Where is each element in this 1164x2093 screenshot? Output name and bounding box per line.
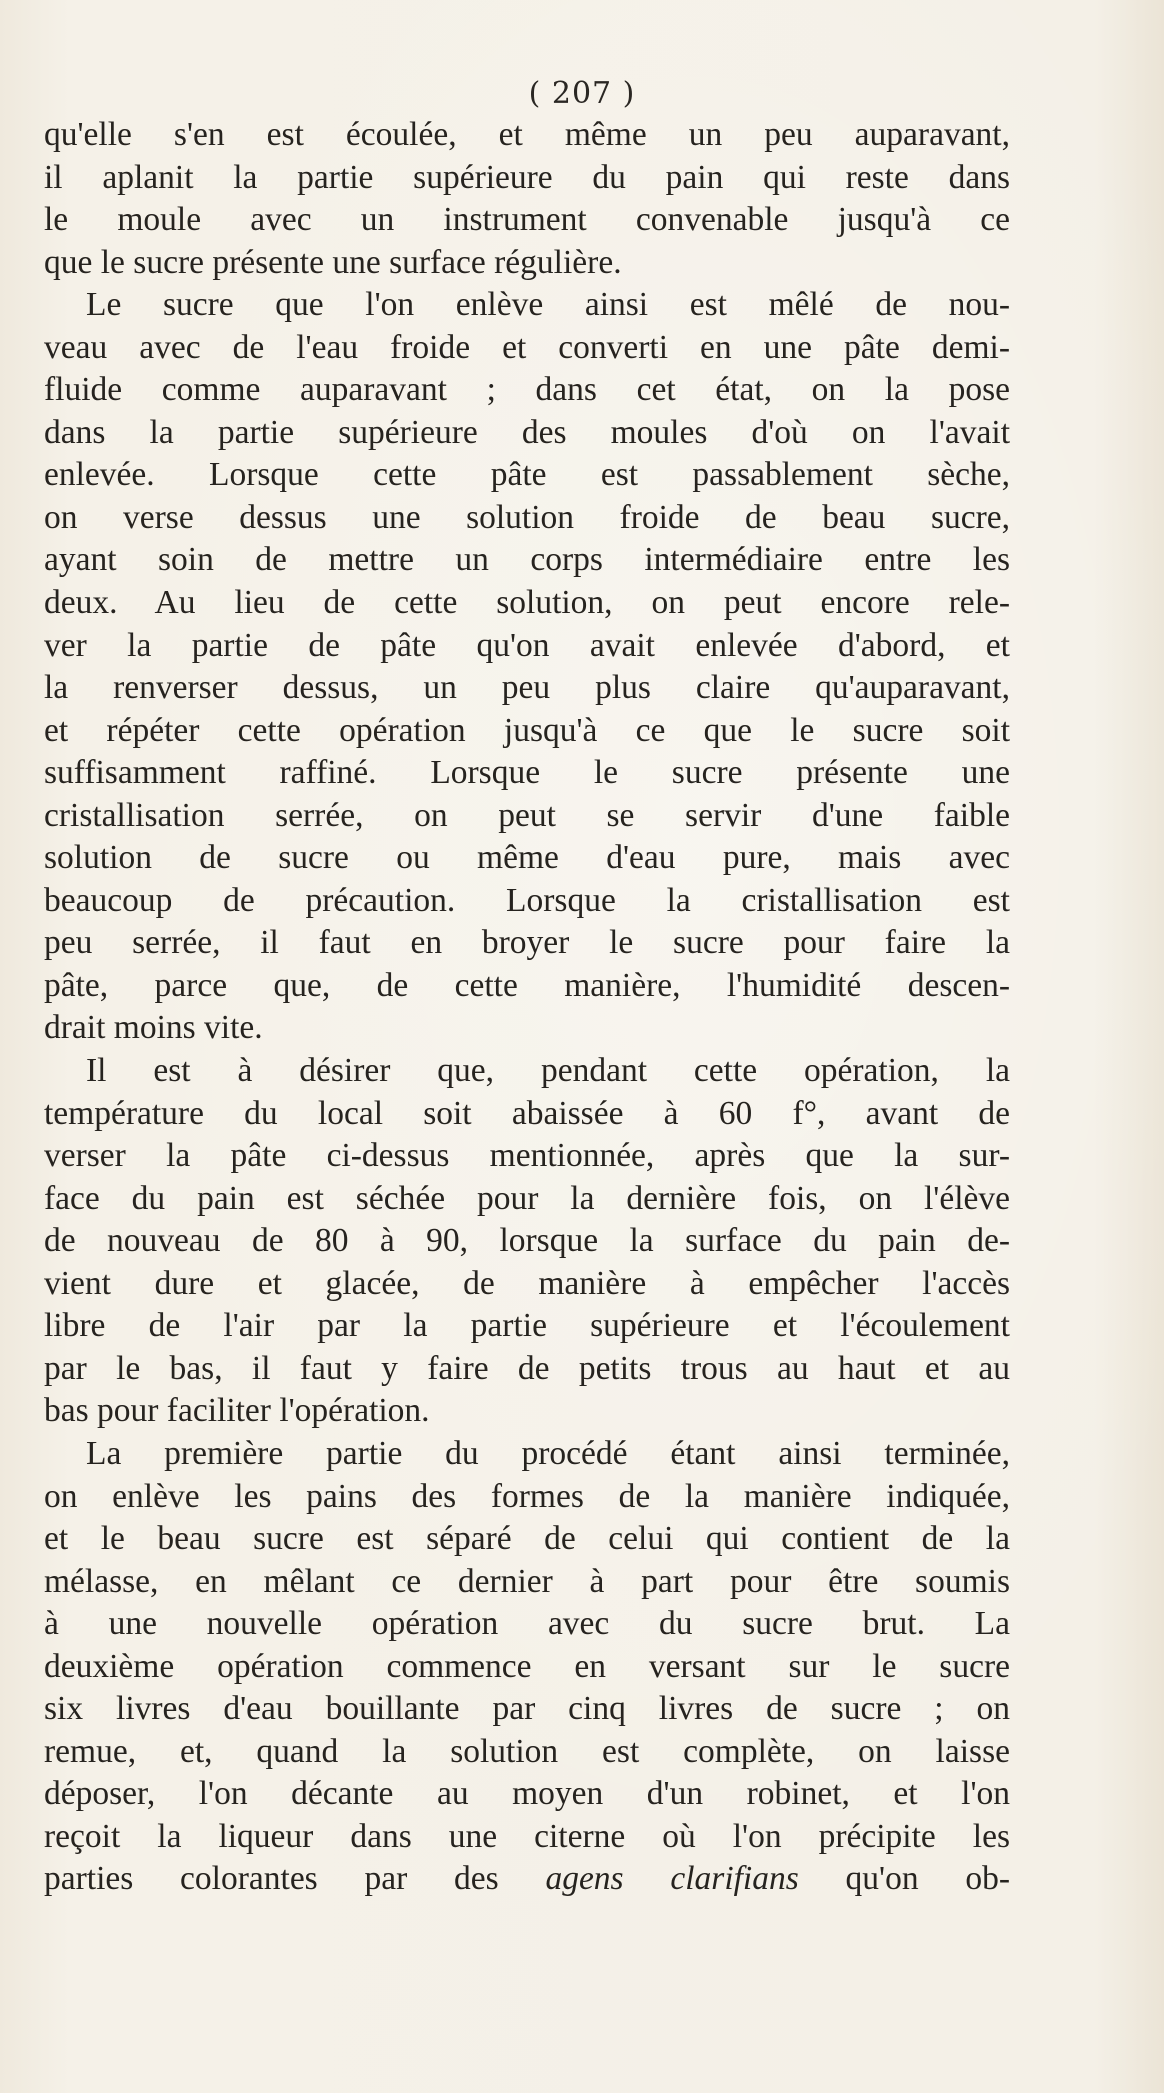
text-line: vient dure et glacée, de manière à empêcher l'accès [44, 1264, 1010, 1302]
text-line: deuxième opération commence en versant sur le sucre [44, 1647, 1010, 1685]
text-line: qu'elle s'en est écoulée, et même un peu auparavant, [44, 116, 1010, 153]
text-line: enlevée. Lorsque cette pâte est passablement sèche, [44, 456, 1010, 494]
text-line: ver la partie de pâte qu'on avait enlevée d'abord, et [44, 626, 1010, 664]
text-line: déposer, l'on décante au moyen d'un robinet, et l'on [44, 1775, 1010, 1813]
text-line: température du local soit abaissée à 60 f°, avant de [44, 1094, 1010, 1132]
text-line: reçoit la liqueur dans une citerne où l'on précipite les [44, 1817, 1010, 1855]
text-line: bas pour faciliter l'opération. [44, 1392, 430, 1430]
text-line: que le sucre présente une surface régulière. [44, 243, 622, 281]
text-line: et le beau sucre est séparé de celui qui contient de la [44, 1520, 1010, 1558]
text-line: veau avec de l'eau froide et converti en une pâte demi- [44, 328, 1010, 366]
text-line: et répéter cette opération jusqu'à ce que le sucre soit [44, 711, 1010, 749]
text-line: libre de l'air par la partie supérieure et l'écoulement [44, 1307, 1010, 1345]
text-line: cristallisation serrée, on peut se servir d'une faible [44, 796, 1010, 834]
text-line: on verse dessus une solution froide de beau sucre, [44, 498, 1010, 536]
text-line: suffisamment raffiné. Lorsque le sucre présente une [44, 754, 1010, 792]
text-line: à une nouvelle opération avec du sucre brut. La [44, 1605, 1010, 1643]
text-line: solution de sucre ou même d'eau pure, mais avec [44, 839, 1010, 877]
text-line: verser la pâte ci-dessus mentionnée, après que la sur- [44, 1137, 1010, 1175]
text-line: beaucoup de précaution. Lorsque la cristallisation est [44, 881, 1010, 919]
text-line: deux. Au lieu de cette solution, on peut encore rele- [44, 584, 1010, 622]
page-number: ( 207 ) [528, 76, 636, 111]
text-line: Le sucre que l'on enlève ainsi est mêlé de nou- [86, 286, 1010, 324]
text-line: mélasse, en mêlant ce dernier à part pour être soumis [44, 1562, 1010, 1600]
text-line: six livres d'eau bouillante par cinq livres de sucre ; on [44, 1690, 1010, 1728]
text-line: on enlève les pains des formes de la manière indiquée, [44, 1477, 1010, 1515]
text-line: remue, et, quand la solution est complète, on laisse [44, 1732, 1010, 1770]
text-line: pâte, parce que, de cette manière, l'humidité descen- [44, 966, 1010, 1004]
text-line-final [44, 1858, 1010, 1901]
body-text [44, 114, 1010, 1901]
text-line: de nouveau de 80 à 90, lorsque la surface du pain de- [44, 1222, 1010, 1260]
text-line: le moule avec un instrument convenable jusqu'à ce [44, 201, 1010, 239]
text-line: La première partie du procédé étant ainsi terminée, [86, 1434, 1010, 1472]
text-segment: parties colorantes par des [44, 1860, 546, 1898]
text-line: Il est à désirer que, pendant cette opération, la [86, 1052, 1010, 1090]
text-line: par le bas, il faut y faire de petits trous au haut et au [44, 1349, 1010, 1387]
text-line: dans la partie supérieure des moules d'où on l'avait [44, 413, 1010, 451]
italic-phrase: agens clarifians [545, 1860, 799, 1898]
text-line: drait moins vite. [44, 1009, 263, 1047]
text-line: la renverser dessus, un peu plus claire qu'auparavant, [44, 669, 1010, 707]
text-line: ayant soin de mettre un corps intermédiaire entre les [44, 541, 1010, 579]
text-line: fluide comme auparavant ; dans cet état, on la pose [44, 371, 1010, 409]
text-segment: qu'on ob- [798, 1860, 1010, 1898]
text-line: il aplanit la partie supérieure du pain qui reste dans [44, 158, 1010, 196]
text-line: face du pain est séchée pour la dernière fois, on l'élève [44, 1179, 1010, 1217]
text-line: peu serrée, il faut en broyer le sucre pour faire la [44, 924, 1010, 962]
